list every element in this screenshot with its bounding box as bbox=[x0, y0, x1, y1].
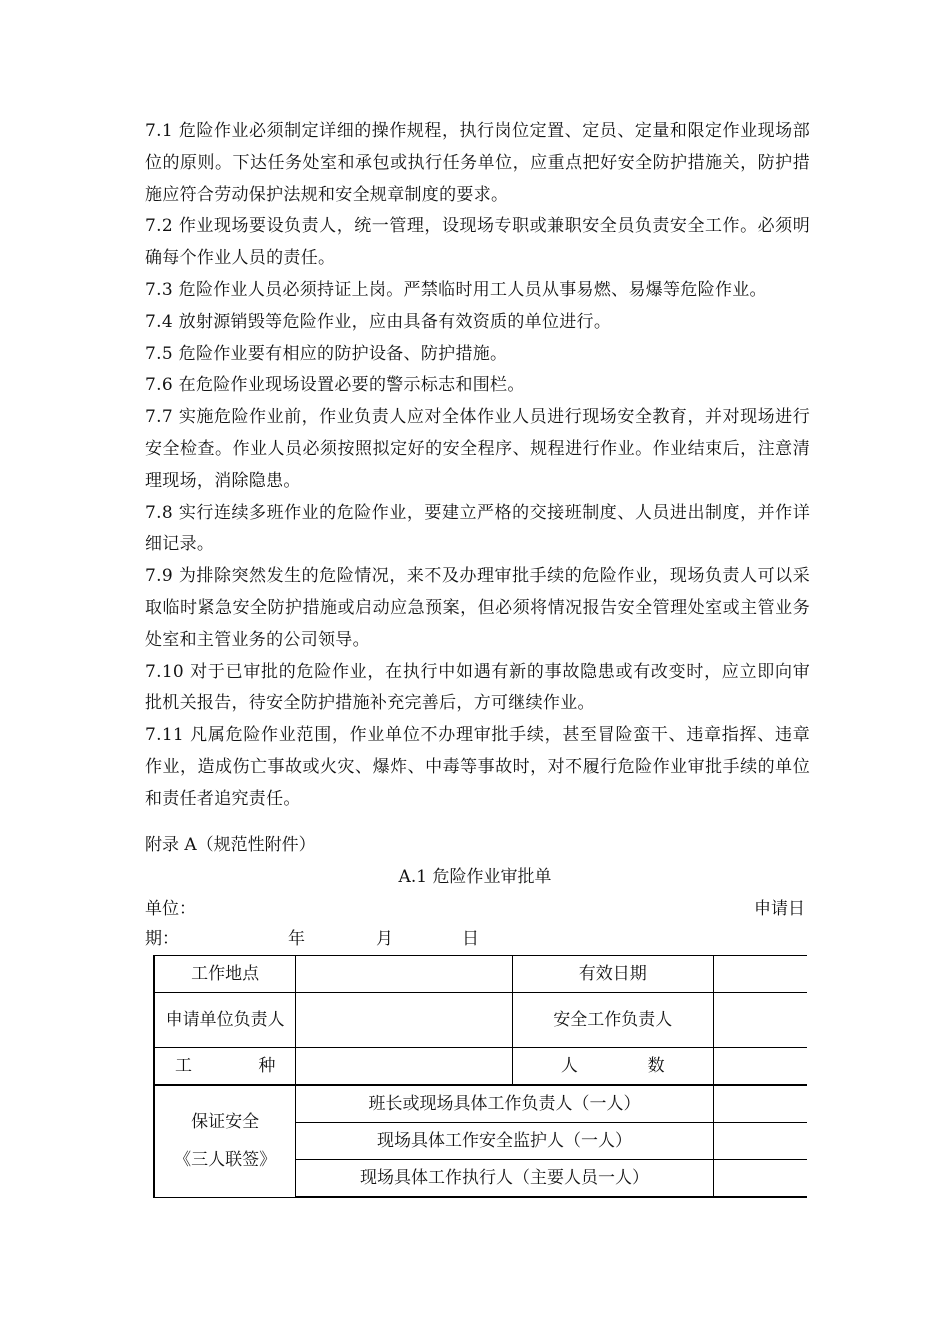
clause-7-10: 7.10 对于已审批的危险作业，在执行中如遇有新的事故隐患或有改变时，应立即向审批机关报告，待安全防护措施补充完善后，方可继续作业。 bbox=[145, 661, 810, 714]
year-label: 年 bbox=[288, 929, 305, 949]
headcount-char-1: 人 bbox=[560, 1056, 578, 1076]
applicant-leader-label: 申请单位负责人 bbox=[154, 993, 296, 1048]
clause-7-5: 7.5 危险作业要有相应的防护设备、防护措施。 bbox=[145, 343, 508, 364]
clause-7-6: 7.6 在危险作业现场设置必要的警示标志和围栏。 bbox=[145, 375, 525, 396]
valid-date-value[interactable] bbox=[713, 956, 807, 993]
apply-date-label-cont: 期： bbox=[145, 929, 179, 949]
guarantee-line-1: 保证安全 bbox=[191, 1112, 260, 1133]
approval-form-table bbox=[153, 955, 807, 1198]
work-site-value[interactable] bbox=[296, 956, 513, 993]
appendix-label: 附录 A（规范性附件） bbox=[145, 835, 316, 855]
signer-3-label: 现场具体工作执行人（主要人员一人） bbox=[296, 1160, 713, 1198]
signer-2-value[interactable] bbox=[713, 1123, 807, 1160]
apply-date-label: 申请日 bbox=[754, 899, 805, 919]
safety-leader-label: 安全工作负责人 bbox=[512, 993, 713, 1048]
signer-1-value[interactable] bbox=[713, 1085, 807, 1123]
work-type-char-2: 种 bbox=[258, 1056, 276, 1076]
table-row bbox=[154, 993, 807, 1048]
headcount-label bbox=[512, 1048, 713, 1086]
guarantee-label bbox=[154, 1085, 296, 1197]
table-row bbox=[154, 1085, 807, 1123]
work-type-char-1: 工 bbox=[175, 1056, 192, 1076]
table-row bbox=[154, 1048, 807, 1086]
guarantee-line-2: 《三人联签》 bbox=[174, 1150, 277, 1171]
day-label: 日 bbox=[462, 929, 479, 949]
valid-date-label: 有效日期 bbox=[512, 956, 713, 993]
signer-1-label: 班长或现场具体工作负责人（一人） bbox=[296, 1085, 713, 1123]
clause-7-3: 7.3 危险作业人员必须持证上岗。严禁临时用工人员从事易燃、易爆等危险作业。 bbox=[145, 279, 767, 300]
clause-7-1: 7.1 危险作业必须制定详细的操作规程，执行岗位定置、定员、定量和限定作业现场部位的原则。下达任务处室和承包或执行任务单位，应重点把好安全防护措施关，防护措施应符合劳动保护法规和安全规章制度的要求。 bbox=[145, 121, 810, 205]
headcount-char-2: 数 bbox=[647, 1056, 665, 1076]
safety-leader-value[interactable] bbox=[713, 993, 807, 1048]
headcount-value[interactable] bbox=[713, 1048, 807, 1086]
clause-7-4: 7.4 放射源销毁等危险作业，应由具备有效资质的单位进行。 bbox=[145, 311, 612, 332]
signer-2-label: 现场具体工作安全监护人（一人） bbox=[296, 1123, 713, 1160]
work-type-label bbox=[154, 1048, 296, 1086]
clause-7-2: 7.2 作业现场要设负责人，统一管理，设现场专职或兼职安全员负责安全工作。必须明确每个作业人员的责任。 bbox=[145, 216, 810, 269]
table-row bbox=[154, 956, 807, 993]
work-site-label: 工作地点 bbox=[154, 956, 296, 993]
month-label: 月 bbox=[376, 929, 393, 949]
clause-7-7: 7.7 实施危险作业前，作业负责人应对全体作业人员进行现场安全教育，并对现场进行安全检查。作业人员必须按照拟定好的安全程序、规程进行作业。作业结束后，注意清理现场，消除隐患。 bbox=[145, 407, 810, 491]
clause-7-9: 7.9 为排除突然发生的危险情况，来不及办理审批手续的危险作业，现场负责人可以采取临时紧急安全防护措施或启动应急预案，但必须将情况报告安全管理处室或主管业务处室和主管业务的公司领导。 bbox=[145, 566, 810, 650]
clause-7-8: 7.8 实行连续多班作业的危险作业，要建立严格的交接班制度、人员进出制度，并作详细记录。 bbox=[145, 502, 810, 555]
applicant-leader-value[interactable] bbox=[296, 993, 513, 1048]
unit-label: 单位： bbox=[145, 899, 196, 919]
regulation-body bbox=[145, 116, 810, 816]
form-title: A.1 危险作业审批单 bbox=[398, 867, 552, 887]
clause-7-11: 7.11 凡属危险作业范围，作业单位不办理审批手续，甚至冒险蛮干、违章指挥、违章作业，造成伤亡事故或火灾、爆炸、中毒等事故时，对不履行危险作业审批手续的单位和责任者追究责任。 bbox=[145, 725, 810, 809]
signer-3-value[interactable] bbox=[713, 1160, 807, 1198]
work-type-value[interactable] bbox=[296, 1048, 513, 1086]
